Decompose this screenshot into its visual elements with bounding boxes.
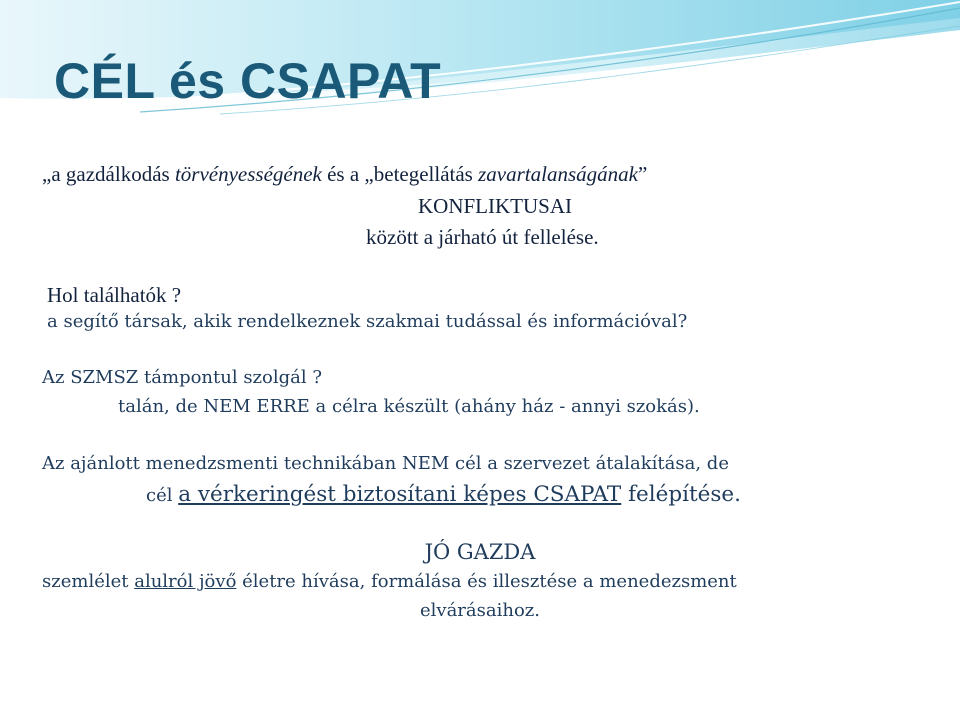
good-suffix: életre hívása, formálása és illesztése a menedezsment bbox=[236, 571, 737, 592]
intro-mid: és a „betegellátás bbox=[321, 162, 479, 186]
good-underlined: alulról jövő bbox=[134, 571, 237, 592]
intro-line-2: KONFLIKTUSAI bbox=[418, 194, 572, 218]
intro-emphasis-1: törvényességének bbox=[174, 162, 322, 186]
intro-line-3: között a járható út fellelése. bbox=[366, 225, 599, 249]
szmsz-answer: talán, de NEM ERRE a célra készült (ahány ház - annyi szokás). bbox=[118, 396, 700, 417]
intro-line-1 bbox=[42, 162, 647, 187]
method-line-2 bbox=[146, 482, 741, 507]
where-question: Hol találhatók ? bbox=[47, 283, 182, 307]
good-prefix: szemlélet bbox=[42, 571, 135, 592]
intro-open: „a gazdálkodás bbox=[42, 162, 175, 186]
good-host-line-1 bbox=[42, 571, 737, 592]
intro-close: ” bbox=[637, 162, 648, 186]
method-underlined: a vérkeringést biztosítani képes CSAPAT bbox=[178, 482, 622, 507]
good-host-line-2: elvárásaihoz. bbox=[419, 600, 540, 621]
where-answer: a segítő társak, akik rendelkeznek szakmai tudással és információval? bbox=[47, 311, 688, 332]
szmsz-question: Az SZMSZ támpontul szolgál ? bbox=[42, 367, 323, 388]
method-prefix: cél bbox=[146, 485, 179, 506]
good-host-heading: JÓ GAZDA bbox=[424, 540, 536, 564]
method-suffix: felépítése. bbox=[621, 482, 741, 507]
slide-title: CÉL és CSAPAT bbox=[54, 53, 442, 109]
method-line-1: Az ajánlott menedzsmenti technikában NEM cél a szervezet átalakítása, de bbox=[42, 453, 729, 474]
intro-emphasis-2: zavartalanságának bbox=[478, 162, 638, 186]
